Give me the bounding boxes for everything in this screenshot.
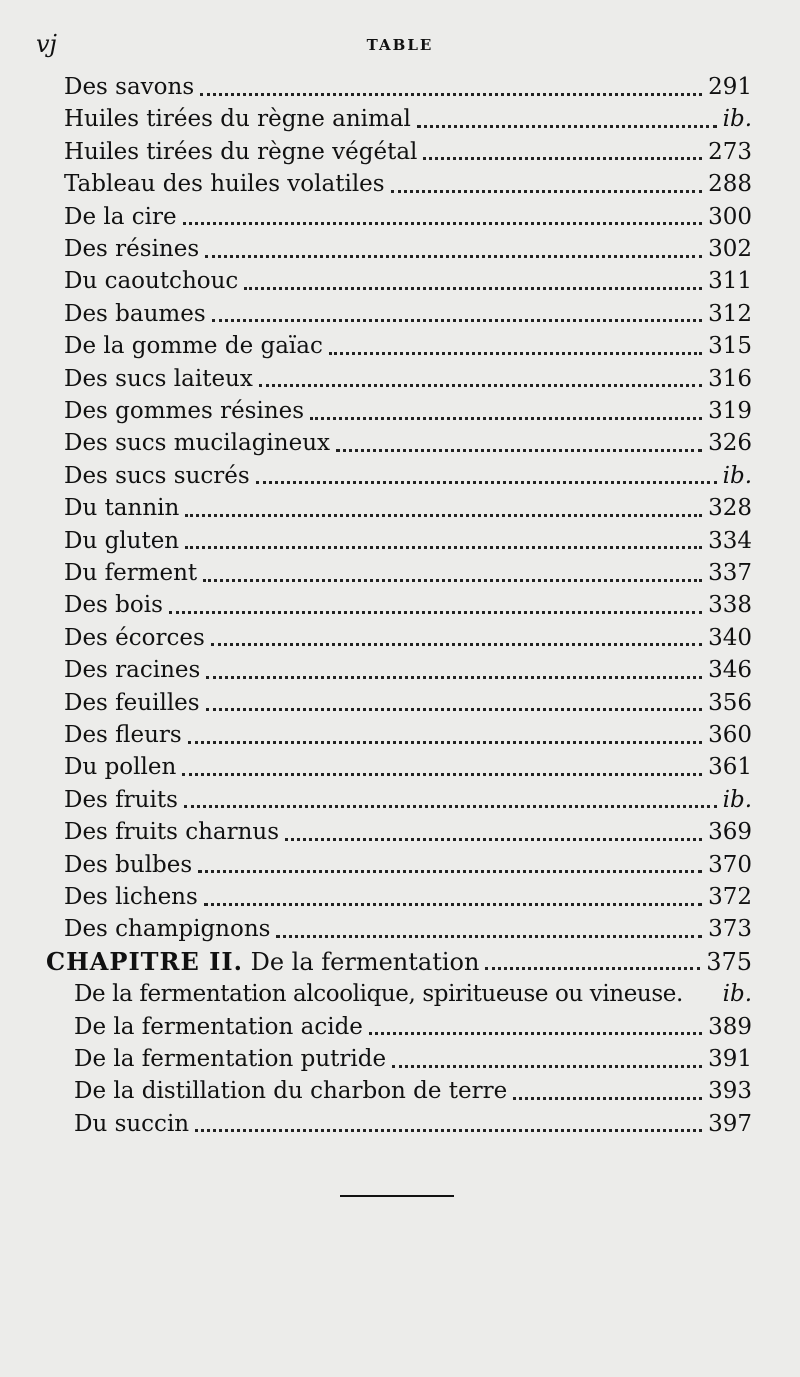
toc-entry-page: 391 bbox=[708, 1046, 752, 1072]
toc-entry-page: 338 bbox=[708, 592, 752, 619]
toc-entry bbox=[64, 588, 752, 622]
toc-entry-label: Des sucs laiteux bbox=[64, 365, 253, 392]
toc-entry-page: 326 bbox=[708, 430, 752, 457]
chapter-heading bbox=[46, 945, 752, 979]
closing-rule bbox=[340, 1195, 454, 1197]
toc-entry bbox=[64, 491, 752, 525]
toc-entry-label: De la fermentation putride bbox=[74, 1046, 387, 1072]
toc-entry-label: Huiles tirées du règne végétal bbox=[64, 138, 418, 165]
toc-entry-label: Des savons bbox=[64, 74, 195, 100]
dot-leader bbox=[211, 643, 702, 646]
dot-leader bbox=[513, 1097, 702, 1100]
running-title: TABLE bbox=[366, 36, 434, 54]
dot-leader bbox=[391, 190, 703, 193]
toc-entry-page: 373 bbox=[708, 916, 752, 943]
toc-entry-label: De la distillation du charbon de terre bbox=[74, 1078, 508, 1105]
toc-entry-page: 356 bbox=[708, 689, 752, 716]
toc-entry-label: Des bulbes bbox=[64, 851, 193, 878]
toc-entry-label: Des champignons bbox=[64, 916, 271, 943]
toc-entry-label: Des fleurs bbox=[64, 722, 182, 748]
toc-entry bbox=[74, 1010, 752, 1044]
dot-leader bbox=[204, 903, 702, 906]
dot-leader bbox=[369, 1032, 702, 1035]
chapter-label bbox=[46, 945, 479, 979]
toc-entry-label: Des fruits bbox=[64, 786, 178, 813]
toc-entry-label: Des fruits charnus bbox=[64, 819, 280, 846]
toc-entry bbox=[64, 394, 752, 428]
toc-entry-page: 346 bbox=[708, 657, 752, 684]
toc-entry-page: 288 bbox=[708, 171, 752, 198]
toc-entry-label: Du succin bbox=[74, 1110, 190, 1137]
toc-entry bbox=[64, 426, 752, 460]
toc-entry-label: De la fermentation acide bbox=[74, 1013, 363, 1040]
toc-entry-page: 370 bbox=[708, 851, 752, 878]
toc-entry-label: Des sucs mucilagineux bbox=[64, 430, 330, 457]
dot-leader bbox=[336, 449, 702, 452]
toc-entry-page: 337 bbox=[708, 560, 752, 586]
toc-entry-page: 372 bbox=[708, 884, 752, 910]
toc-entry bbox=[64, 880, 752, 914]
toc-entry-page: ib. bbox=[722, 981, 752, 1008]
toc-entry-label: Tableau des huiles volatiles bbox=[64, 171, 385, 198]
dot-leader bbox=[423, 157, 702, 160]
dot-leader bbox=[198, 870, 702, 873]
toc-entry bbox=[64, 329, 752, 363]
dot-leader bbox=[200, 93, 702, 96]
toc-entry bbox=[64, 524, 752, 558]
toc-entry bbox=[64, 556, 752, 590]
toc-entry-page: 300 bbox=[708, 203, 752, 230]
toc-entry-page: 369 bbox=[708, 819, 752, 846]
dot-leader bbox=[417, 125, 717, 128]
toc-entry-page: 291 bbox=[708, 74, 752, 100]
toc-entry-page: 315 bbox=[708, 333, 752, 360]
dot-leader bbox=[206, 708, 703, 711]
toc-entry bbox=[64, 686, 752, 720]
toc-entry-label: Des feuilles bbox=[64, 689, 200, 716]
toc-entry-page: 334 bbox=[708, 527, 752, 554]
toc-entry-page: 393 bbox=[708, 1078, 752, 1105]
toc-entry-label: Des sucs sucrés bbox=[64, 462, 250, 489]
toc-entry-page: 397 bbox=[708, 1110, 752, 1137]
toc-entry-page: ib. bbox=[722, 106, 752, 133]
toc-entry bbox=[64, 783, 752, 817]
dot-leader bbox=[185, 514, 702, 517]
toc-entry-page: 319 bbox=[708, 398, 752, 424]
toc-entry bbox=[64, 264, 752, 298]
toc-entry bbox=[64, 232, 752, 266]
dot-leader bbox=[182, 773, 702, 776]
toc-entry-label: Du ferment bbox=[64, 560, 198, 586]
toc-entry-page: 273 bbox=[708, 138, 752, 165]
dot-leader bbox=[392, 1065, 702, 1068]
toc-entry-page: 340 bbox=[708, 624, 752, 651]
toc-entry bbox=[64, 167, 752, 201]
toc-entry bbox=[64, 70, 752, 104]
dot-leader bbox=[276, 935, 702, 938]
toc-entry-label: De la cire bbox=[64, 203, 177, 230]
toc-entry-label: Huiles tirées du règne animal bbox=[64, 106, 411, 133]
toc-entry bbox=[74, 1042, 752, 1076]
toc-entry-label: Des résines bbox=[64, 236, 200, 262]
toc-entry-page: 312 bbox=[708, 300, 752, 327]
dot-leader bbox=[183, 222, 703, 225]
toc-entry bbox=[64, 135, 752, 169]
toc-entry-page: 360 bbox=[708, 722, 752, 748]
toc-entry bbox=[64, 912, 752, 946]
toc-entry-label: Des lichens bbox=[64, 884, 198, 910]
dot-leader bbox=[205, 255, 702, 258]
toc-entry bbox=[64, 621, 752, 655]
toc-entry-label: Du pollen bbox=[64, 754, 177, 781]
toc-entry-page: 302 bbox=[708, 236, 752, 262]
dot-leader bbox=[169, 611, 702, 614]
chapter-page: 375 bbox=[706, 947, 752, 976]
toc-entry-label: Du tannin bbox=[64, 495, 180, 522]
toc-entry bbox=[64, 815, 752, 849]
toc-entry-page: ib. bbox=[722, 462, 752, 489]
toc-entry bbox=[74, 977, 752, 1011]
dot-leader bbox=[203, 579, 702, 582]
toc-entry-page: 311 bbox=[708, 268, 752, 295]
toc-entry-label: Des bois bbox=[64, 592, 163, 619]
toc-entry-page: 328 bbox=[708, 495, 752, 522]
dot-leader bbox=[195, 1129, 702, 1132]
dot-leader bbox=[185, 546, 702, 549]
dot-leader bbox=[256, 481, 717, 484]
toc-entry-label: Des racines bbox=[64, 657, 201, 684]
toc-entry bbox=[64, 459, 752, 493]
toc-entry-page: 316 bbox=[708, 365, 752, 392]
toc-entry bbox=[64, 718, 752, 752]
toc-entry-label: Des baumes bbox=[64, 300, 206, 327]
toc-entry bbox=[64, 297, 752, 331]
toc-entry-label: De la fermentation alcoolique, spiritueuse ou vineuse. bbox=[74, 981, 683, 1008]
toc-entry-label: Du caoutchouc bbox=[64, 268, 239, 295]
toc-entry-page: ib. bbox=[722, 786, 752, 813]
toc-entry-page: 361 bbox=[708, 754, 752, 781]
toc-entry bbox=[64, 653, 752, 687]
dot-leader bbox=[285, 838, 702, 841]
toc-entry bbox=[64, 102, 752, 136]
dot-leader bbox=[184, 805, 717, 808]
toc-entry-label: Des écorces bbox=[64, 624, 205, 651]
toc-entry-label: De la gomme de gaïac bbox=[64, 333, 323, 360]
dot-leader bbox=[206, 676, 702, 679]
dot-leader bbox=[244, 287, 702, 290]
chapter-number: CHAPITRE II. bbox=[46, 946, 243, 976]
dot-leader bbox=[329, 352, 702, 355]
dot-leader bbox=[259, 384, 702, 387]
toc-entry bbox=[74, 1074, 752, 1108]
page-folio: vj bbox=[36, 30, 57, 58]
toc-entry-label: Des gommes résines bbox=[64, 398, 305, 424]
toc-entry bbox=[64, 848, 752, 882]
toc-entry bbox=[64, 362, 752, 396]
toc-entry bbox=[74, 1107, 752, 1141]
toc-entry-page: 389 bbox=[708, 1013, 752, 1040]
toc-entry bbox=[64, 200, 752, 234]
dot-leader bbox=[212, 319, 702, 322]
toc-entry-label: Du gluten bbox=[64, 527, 180, 554]
chapter-title: De la fermentation bbox=[250, 947, 480, 976]
dot-leader bbox=[485, 967, 700, 970]
dot-leader bbox=[310, 417, 702, 420]
dot-leader bbox=[188, 741, 702, 744]
toc-entry bbox=[64, 750, 752, 784]
